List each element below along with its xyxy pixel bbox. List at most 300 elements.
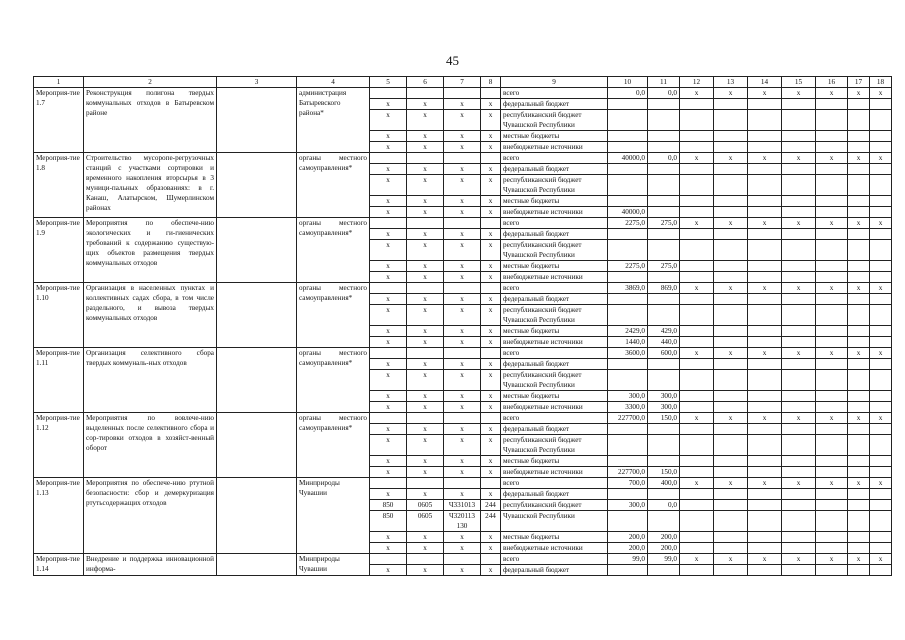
year-cell: x <box>848 413 870 424</box>
code-cell <box>370 413 407 424</box>
year-cell <box>848 467 870 478</box>
code-cell: x <box>481 272 501 283</box>
code-cell: 0605 <box>407 511 444 532</box>
amount-cell <box>648 435 680 456</box>
funding-source: внебюджетные источники <box>501 272 608 283</box>
year-cell <box>870 435 892 456</box>
year-cell <box>816 337 848 348</box>
year-cell <box>848 131 870 142</box>
code-cell: x <box>407 532 444 543</box>
year-cell <box>782 294 816 305</box>
year-cell <box>782 175 816 196</box>
year-cell: x <box>782 413 816 424</box>
year-cell <box>680 337 714 348</box>
year-cell <box>870 272 892 283</box>
year-cell: x <box>870 88 892 99</box>
funding-source: местные бюджеты <box>501 532 608 543</box>
year-cell <box>782 261 816 272</box>
year-cell <box>848 326 870 337</box>
amount-cell: 275,0 <box>648 218 680 229</box>
year-cell <box>748 532 782 543</box>
code-cell <box>481 554 501 565</box>
code-cell <box>444 478 481 489</box>
year-cell <box>748 229 782 240</box>
measure-executor: Минприроды Чувашии <box>297 478 370 554</box>
amount-cell: 200,0 <box>608 543 648 554</box>
year-cell <box>714 305 748 326</box>
column-number: 1 <box>34 77 84 88</box>
year-cell: x <box>714 88 748 99</box>
year-cell <box>714 467 748 478</box>
empty-cell <box>217 413 297 478</box>
amount-cell: 227700,0 <box>608 413 648 424</box>
year-cell <box>816 207 848 218</box>
year-cell <box>680 456 714 467</box>
code-cell: x <box>444 391 481 402</box>
column-number: 6 <box>407 77 444 88</box>
year-cell <box>714 196 748 207</box>
measure-executor: Минприроды Чувашии <box>297 554 370 576</box>
year-cell <box>714 294 748 305</box>
year-cell <box>748 326 782 337</box>
table-row <box>34 348 892 359</box>
amount-cell: 300,0 <box>608 391 648 402</box>
code-cell: x <box>444 370 481 391</box>
amount-cell: 300,0 <box>608 500 648 511</box>
code-cell: x <box>407 543 444 554</box>
funding-source: внебюджетные источники <box>501 142 608 153</box>
measure-executor: органы местного самоуправления* <box>297 218 370 283</box>
year-cell <box>816 359 848 370</box>
amount-cell: 2429,0 <box>608 326 648 337</box>
code-cell: x <box>370 391 407 402</box>
year-cell: x <box>870 283 892 294</box>
code-cell: x <box>481 543 501 554</box>
amount-cell <box>608 435 648 456</box>
year-cell <box>680 467 714 478</box>
funding-source: федеральный бюджет <box>501 359 608 370</box>
column-number: 9 <box>501 77 608 88</box>
amount-cell <box>608 424 648 435</box>
amount-cell <box>648 175 680 196</box>
year-cell <box>816 500 848 511</box>
year-cell <box>680 402 714 413</box>
amount-cell: 869,0 <box>648 283 680 294</box>
code-cell: x <box>370 240 407 261</box>
year-cell <box>714 511 748 532</box>
year-cell <box>680 164 714 175</box>
code-cell: x <box>444 261 481 272</box>
year-cell <box>816 424 848 435</box>
year-cell <box>680 229 714 240</box>
measure-name: Организация в населенных пунктах и коллективных садах сбора, в том числе раздельного, и вывоза твердых коммунальных отходов <box>84 283 217 348</box>
code-cell: x <box>370 435 407 456</box>
year-cell <box>782 565 816 576</box>
year-cell <box>870 305 892 326</box>
code-cell: x <box>481 207 501 218</box>
year-cell <box>870 500 892 511</box>
year-cell <box>748 272 782 283</box>
year-cell: x <box>782 153 816 164</box>
year-cell <box>680 175 714 196</box>
funding-source: всего <box>501 153 608 164</box>
year-cell: x <box>748 554 782 565</box>
year-cell <box>748 435 782 456</box>
funding-source: федеральный бюджет <box>501 229 608 240</box>
code-cell: x <box>407 467 444 478</box>
amount-cell <box>608 294 648 305</box>
column-number: 13 <box>714 77 748 88</box>
amount-cell: 429,0 <box>648 326 680 337</box>
code-cell: x <box>407 99 444 110</box>
year-cell: x <box>714 478 748 489</box>
amount-cell: 1440,0 <box>608 337 648 348</box>
amount-cell <box>608 565 648 576</box>
funding-source: федеральный бюджет <box>501 489 608 500</box>
code-cell: x <box>481 99 501 110</box>
year-cell: x <box>848 283 870 294</box>
year-cell <box>848 500 870 511</box>
year-cell: x <box>748 413 782 424</box>
amount-cell <box>648 511 680 532</box>
code-cell <box>444 283 481 294</box>
code-cell <box>444 218 481 229</box>
year-cell <box>782 240 816 261</box>
measure-name: Мероприятия по обеспече-нию экологических и ги-гиенических требований к содержанию существую-щих объектов размещения твердых коммунальных отходов <box>84 218 217 283</box>
code-cell: x <box>444 164 481 175</box>
year-cell <box>870 467 892 478</box>
year-cell <box>870 110 892 131</box>
amount-cell <box>648 99 680 110</box>
year-cell: x <box>870 413 892 424</box>
code-cell: x <box>481 489 501 500</box>
year-cell <box>870 261 892 272</box>
amount-cell <box>608 131 648 142</box>
year-cell <box>748 175 782 196</box>
amount-cell <box>608 489 648 500</box>
code-cell: x <box>444 467 481 478</box>
funding-source: внебюджетные источники <box>501 207 608 218</box>
amount-cell <box>608 229 648 240</box>
year-cell: x <box>870 478 892 489</box>
funding-source: республиканский бюджет Чувашской Республики <box>501 435 608 456</box>
year-cell <box>782 99 816 110</box>
code-cell <box>370 218 407 229</box>
empty-cell <box>217 88 297 153</box>
year-cell <box>714 456 748 467</box>
year-cell <box>816 532 848 543</box>
empty-cell <box>217 478 297 554</box>
funding-source: местные бюджеты <box>501 261 608 272</box>
year-cell <box>782 142 816 153</box>
year-cell: x <box>848 218 870 229</box>
amount-cell <box>648 489 680 500</box>
year-cell <box>870 532 892 543</box>
year-cell: x <box>848 348 870 359</box>
amount-cell: 3869,0 <box>608 283 648 294</box>
amount-cell: 2275,0 <box>608 261 648 272</box>
code-cell: x <box>481 467 501 478</box>
code-cell: x <box>481 391 501 402</box>
year-cell <box>680 511 714 532</box>
year-cell: x <box>816 478 848 489</box>
year-cell <box>714 261 748 272</box>
year-cell <box>816 229 848 240</box>
amount-cell <box>648 131 680 142</box>
code-cell: x <box>481 456 501 467</box>
year-cell: x <box>816 218 848 229</box>
code-cell <box>370 348 407 359</box>
year-cell <box>848 164 870 175</box>
code-cell <box>407 283 444 294</box>
code-cell <box>407 478 444 489</box>
year-cell <box>680 565 714 576</box>
year-cell <box>714 370 748 391</box>
year-cell <box>782 229 816 240</box>
year-cell <box>816 402 848 413</box>
year-cell: x <box>748 153 782 164</box>
year-cell <box>848 196 870 207</box>
code-cell: x <box>370 402 407 413</box>
year-cell <box>714 565 748 576</box>
year-cell <box>748 110 782 131</box>
year-cell <box>816 326 848 337</box>
measure-executor: администрация Батыревского района* <box>297 88 370 153</box>
code-cell: Ч320113 130 <box>444 511 481 532</box>
year-cell <box>870 207 892 218</box>
year-cell <box>748 370 782 391</box>
year-cell <box>870 294 892 305</box>
year-cell <box>848 337 870 348</box>
year-cell <box>816 489 848 500</box>
code-cell: x <box>481 532 501 543</box>
funding-source: всего <box>501 478 608 489</box>
code-cell: x <box>370 467 407 478</box>
amount-cell <box>648 424 680 435</box>
year-cell <box>782 500 816 511</box>
code-cell: x <box>444 229 481 240</box>
code-cell: x <box>481 565 501 576</box>
year-cell: x <box>816 88 848 99</box>
code-cell: x <box>370 532 407 543</box>
amount-cell: 275,0 <box>648 261 680 272</box>
funding-source: республиканский бюджет Чувашской Республики <box>501 370 608 391</box>
amount-cell <box>608 240 648 261</box>
column-number: 8 <box>481 77 501 88</box>
measure-name: Строительство мусоропе-регрузочных станций с участками сортировки и временного накопления вторсырья в 3 муници-пальных образованиях: в г. Канаш, Алатырском, Шумерлинском районах <box>84 153 217 218</box>
code-cell <box>481 348 501 359</box>
amount-cell: 150,0 <box>648 413 680 424</box>
year-cell <box>748 511 782 532</box>
table-row <box>34 218 892 229</box>
year-cell: x <box>714 348 748 359</box>
amount-cell: 0,0 <box>608 88 648 99</box>
code-cell <box>407 153 444 164</box>
funding-source: всего <box>501 554 608 565</box>
year-cell <box>782 402 816 413</box>
year-cell <box>748 294 782 305</box>
column-number: 11 <box>648 77 680 88</box>
year-cell <box>782 435 816 456</box>
funding-source: республиканский бюджет Чувашской Республики <box>501 240 608 261</box>
year-cell <box>748 261 782 272</box>
year-cell <box>870 131 892 142</box>
year-cell <box>816 240 848 261</box>
code-cell: x <box>370 175 407 196</box>
year-cell <box>714 240 748 261</box>
code-cell: x <box>444 240 481 261</box>
code-cell: x <box>444 196 481 207</box>
measure-executor: органы местного самоуправления* <box>297 153 370 218</box>
amount-cell: 300,0 <box>648 402 680 413</box>
amount-cell: 200,0 <box>648 543 680 554</box>
year-cell <box>816 175 848 196</box>
year-cell <box>680 99 714 110</box>
year-cell: x <box>870 554 892 565</box>
year-cell <box>816 543 848 554</box>
amount-cell <box>608 359 648 370</box>
amount-cell: 227700,0 <box>608 467 648 478</box>
year-cell: x <box>870 218 892 229</box>
column-number-row <box>34 77 892 88</box>
amount-cell: 40000,0 <box>608 207 648 218</box>
year-cell <box>748 543 782 554</box>
year-cell <box>816 196 848 207</box>
year-cell <box>748 402 782 413</box>
year-cell <box>680 294 714 305</box>
year-cell <box>782 424 816 435</box>
year-cell: x <box>748 283 782 294</box>
year-cell <box>870 326 892 337</box>
code-cell: x <box>407 131 444 142</box>
year-cell <box>816 131 848 142</box>
year-cell: x <box>848 153 870 164</box>
year-cell <box>714 326 748 337</box>
code-cell: x <box>370 196 407 207</box>
empty-cell <box>217 554 297 576</box>
year-cell: x <box>748 478 782 489</box>
year-cell <box>870 489 892 500</box>
page-number: 45 <box>446 53 459 68</box>
code-cell: x <box>444 272 481 283</box>
code-cell <box>407 218 444 229</box>
empty-cell <box>217 218 297 283</box>
year-cell <box>782 207 816 218</box>
year-cell <box>870 164 892 175</box>
amount-cell: 3300,0 <box>608 402 648 413</box>
year-cell <box>848 402 870 413</box>
year-cell <box>748 164 782 175</box>
year-cell: x <box>748 348 782 359</box>
amount-cell: 99,0 <box>648 554 680 565</box>
amount-cell <box>648 229 680 240</box>
code-cell: x <box>407 110 444 131</box>
funding-source: местные бюджеты <box>501 391 608 402</box>
year-cell: x <box>680 88 714 99</box>
code-cell: x <box>370 294 407 305</box>
code-cell: x <box>444 337 481 348</box>
code-cell <box>481 88 501 99</box>
year-cell: x <box>714 218 748 229</box>
year-cell <box>816 305 848 326</box>
year-cell <box>714 500 748 511</box>
year-cell <box>848 240 870 261</box>
code-cell: x <box>407 370 444 391</box>
amount-cell <box>648 565 680 576</box>
year-cell <box>680 110 714 131</box>
year-cell <box>848 305 870 326</box>
code-cell <box>444 348 481 359</box>
code-cell: x <box>407 207 444 218</box>
year-cell <box>870 511 892 532</box>
code-cell: x <box>370 272 407 283</box>
year-cell <box>680 543 714 554</box>
code-cell: 244 <box>481 511 501 532</box>
column-number: 10 <box>608 77 648 88</box>
year-cell <box>870 370 892 391</box>
year-cell <box>848 391 870 402</box>
year-cell <box>870 196 892 207</box>
code-cell: 0605 <box>407 500 444 511</box>
amount-cell <box>648 456 680 467</box>
column-number: 5 <box>370 77 407 88</box>
year-cell <box>816 435 848 456</box>
funding-source: всего <box>501 413 608 424</box>
year-cell <box>816 370 848 391</box>
column-number: 14 <box>748 77 782 88</box>
code-cell: x <box>444 99 481 110</box>
measure-name: Внедрение и поддержка инновационной информа- <box>84 554 217 576</box>
year-cell <box>680 326 714 337</box>
year-cell: x <box>680 153 714 164</box>
year-cell <box>680 131 714 142</box>
code-cell: x <box>370 99 407 110</box>
measure-executor: органы местного самоуправления* <box>297 348 370 413</box>
year-cell <box>870 99 892 110</box>
code-cell <box>481 153 501 164</box>
code-cell <box>407 88 444 99</box>
code-cell: x <box>370 326 407 337</box>
amount-cell: 600,0 <box>648 348 680 359</box>
year-cell <box>848 424 870 435</box>
funding-source: внебюджетные источники <box>501 402 608 413</box>
year-cell <box>848 207 870 218</box>
year-cell <box>848 229 870 240</box>
year-cell <box>782 326 816 337</box>
table-row <box>34 283 892 294</box>
code-cell: x <box>444 131 481 142</box>
funding-source: всего <box>501 88 608 99</box>
amount-cell: 99,0 <box>608 554 648 565</box>
code-cell: x <box>370 164 407 175</box>
year-cell <box>782 305 816 326</box>
year-cell <box>782 456 816 467</box>
year-cell <box>782 489 816 500</box>
code-cell <box>481 218 501 229</box>
code-cell: x <box>407 164 444 175</box>
empty-cell <box>217 283 297 348</box>
year-cell <box>714 337 748 348</box>
code-cell <box>481 413 501 424</box>
year-cell <box>714 424 748 435</box>
year-cell <box>848 489 870 500</box>
code-cell: x <box>444 456 481 467</box>
code-cell: x <box>481 164 501 175</box>
code-cell: x <box>444 402 481 413</box>
funding-source: всего <box>501 218 608 229</box>
year-cell: x <box>680 348 714 359</box>
year-cell <box>714 131 748 142</box>
